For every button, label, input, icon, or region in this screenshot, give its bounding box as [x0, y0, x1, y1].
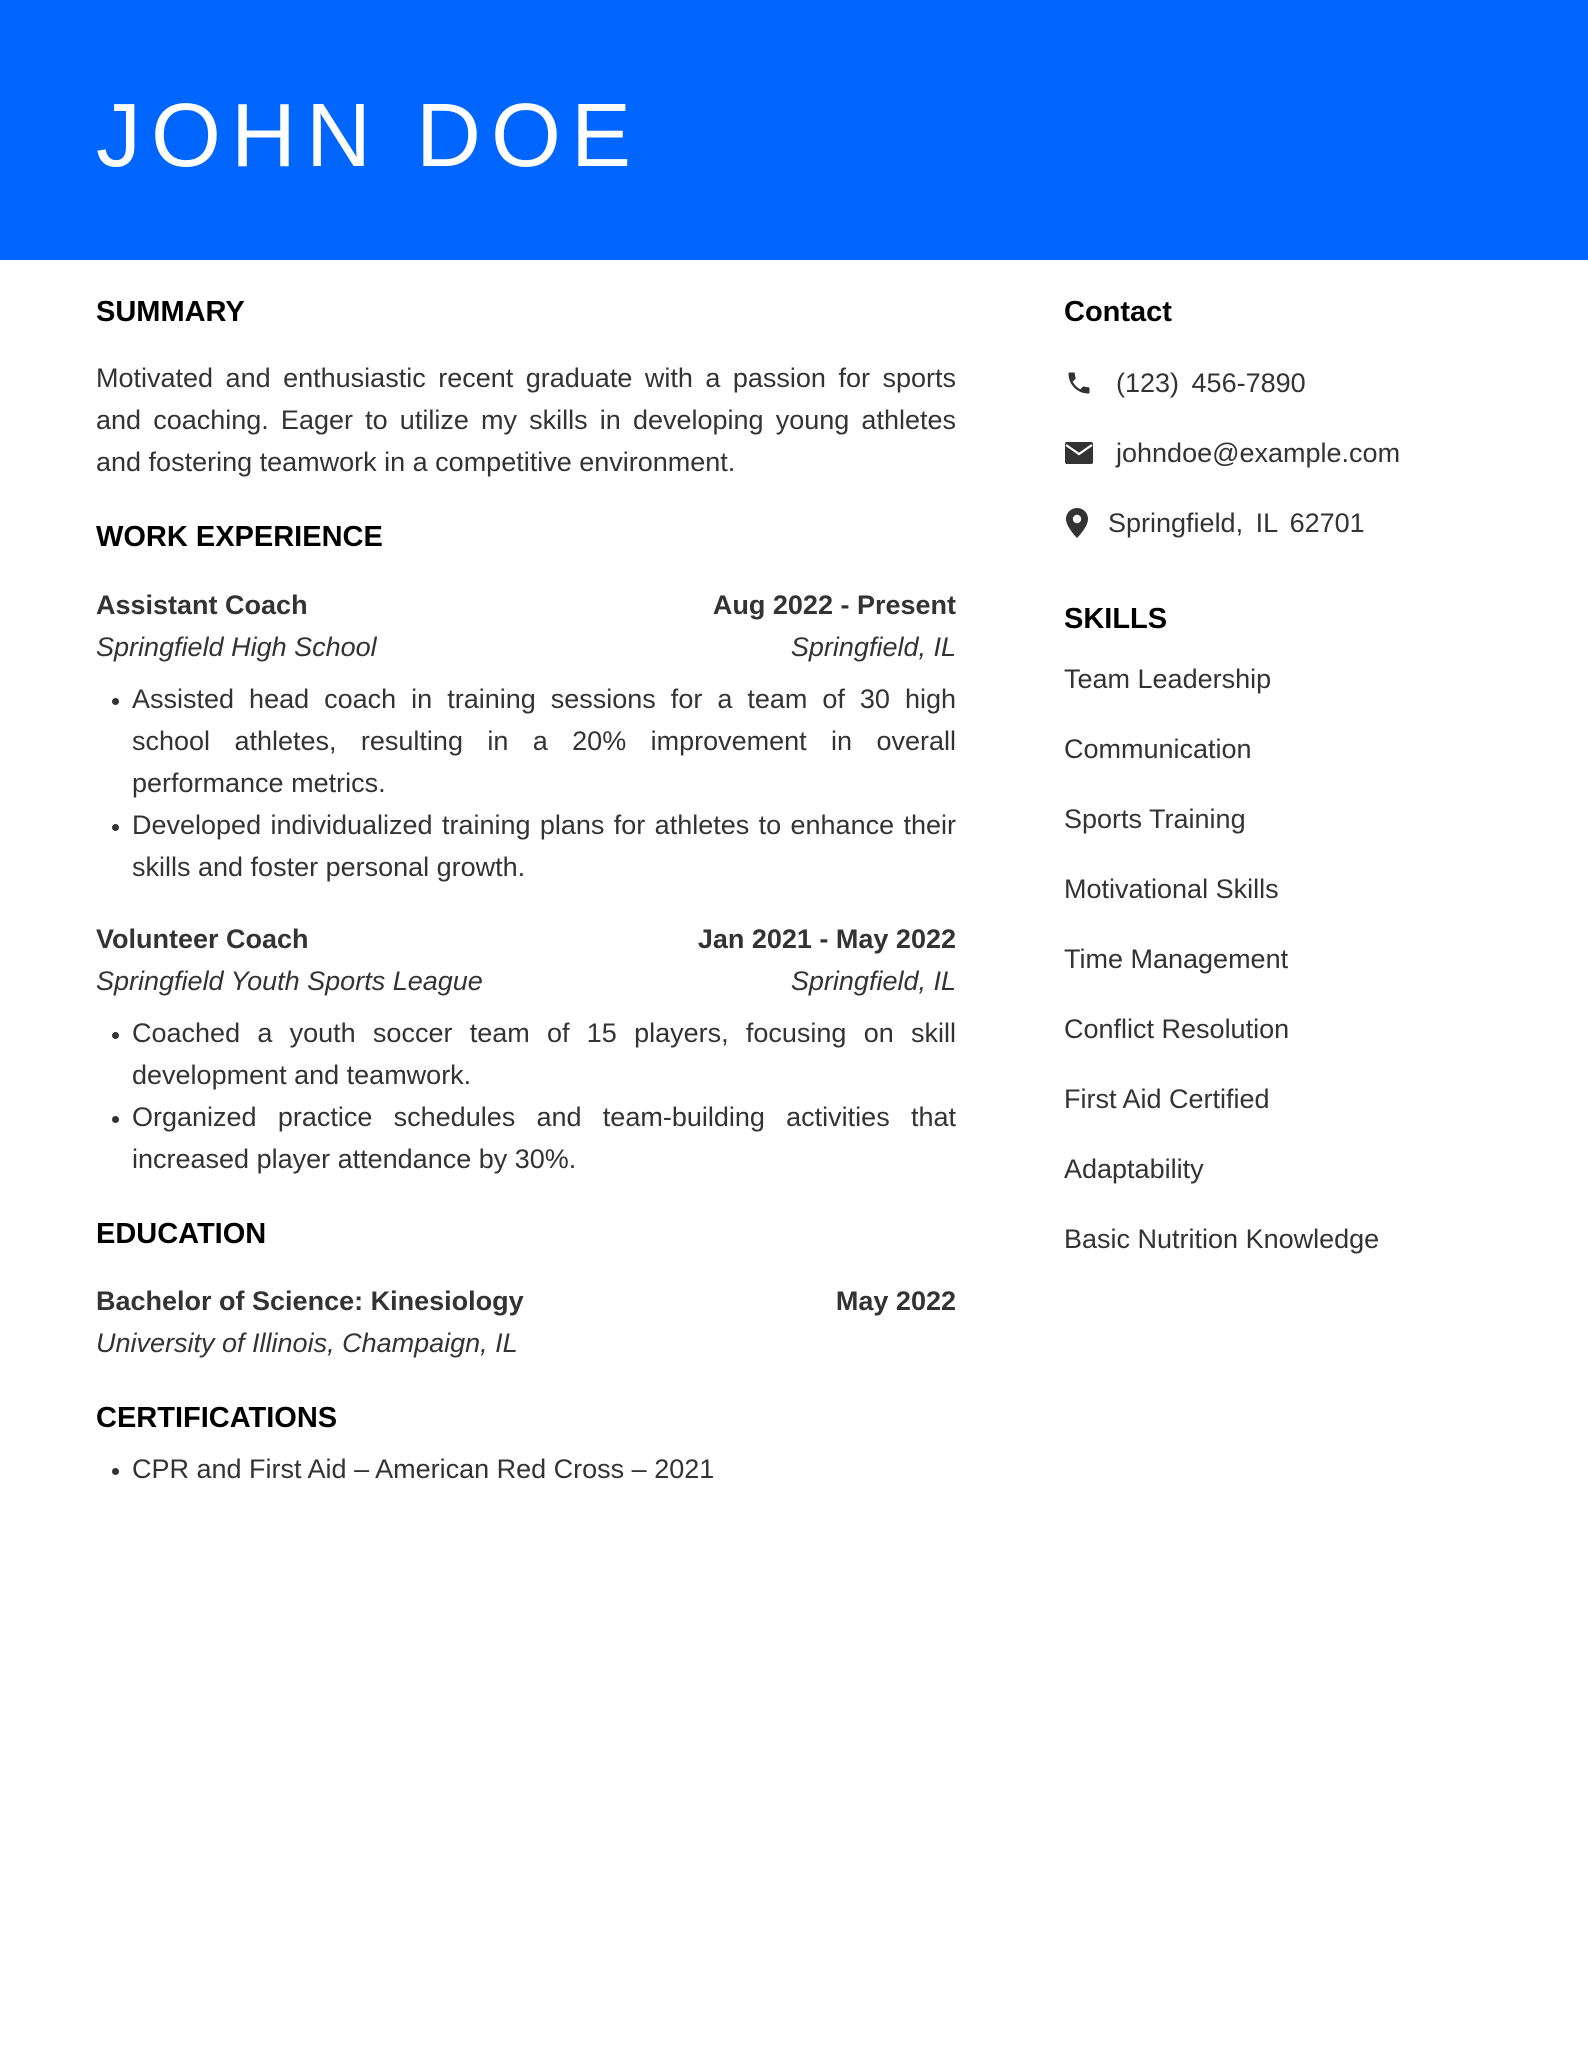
skill-item: Time Management	[1064, 944, 1289, 974]
job-bullets	[96, 1012, 956, 1180]
job-entry	[96, 584, 956, 888]
work-experience-title: WORK EXPERIENCE	[96, 521, 383, 553]
phone-number: (123) 456-7890	[1116, 367, 1306, 398]
job-bullet: • Coached a youth soccer team of 15 players, focusing on skill development and teamwork.	[132, 1012, 956, 1096]
certifications-title: CERTIFICATIONS	[96, 1402, 338, 1434]
skill-item: Basic Nutrition Knowledge	[1064, 1224, 1380, 1254]
summary-title: SUMMARY	[96, 296, 245, 328]
header-banner	[0, 0, 1588, 260]
skill-item: Communication	[1064, 734, 1252, 764]
job-organization: Springfield High School	[96, 632, 377, 662]
job-bullet: • Assisted head coach in training sessions for a team of 30 high school athletes, resulting in a 20% improvement in overall performance metrics.	[132, 678, 956, 804]
job-role: Assistant Coach	[96, 590, 308, 620]
skill-item: Sports Training	[1064, 804, 1246, 834]
education-entry	[96, 1280, 956, 1364]
email-address: johndoe@example.com	[1116, 437, 1401, 468]
summary-section	[96, 292, 956, 483]
map-pin-icon	[1064, 508, 1090, 538]
school: University of Illinois, Champaign, IL	[96, 1328, 518, 1358]
location-text: Springfield, IL 62701	[1108, 507, 1365, 538]
job-dates: Jan 2021 - May 2022	[697, 924, 956, 954]
skill-item: Motivational Skills	[1064, 874, 1279, 904]
certifications-section	[96, 1398, 956, 1490]
certifications-list	[96, 1448, 956, 1490]
skill-item: Adaptability	[1064, 1154, 1204, 1184]
skill-item: Conflict Resolution	[1064, 1014, 1290, 1044]
degree: Bachelor of Science: Kinesiology	[96, 1286, 524, 1316]
job-entry	[96, 918, 956, 1180]
job-dates: Aug 2022 - Present	[712, 590, 956, 620]
job-location: Springfield, IL	[790, 966, 956, 996]
contact-email	[1064, 435, 1504, 471]
main-column	[96, 292, 956, 1490]
graduation-date: May 2022	[835, 1286, 956, 1316]
phone-icon	[1064, 368, 1094, 398]
job-role: Volunteer Coach	[96, 924, 309, 954]
job-location: Springfield, IL	[790, 632, 956, 662]
contact-location	[1064, 505, 1504, 541]
person-name: JOHN DOE	[96, 86, 642, 186]
certification-item: • CPR and First Aid – American Red Cross – 2021	[132, 1448, 956, 1490]
skill-item: Team Leadership	[1064, 664, 1272, 694]
sidebar-column	[1064, 292, 1504, 1291]
envelope-icon	[1064, 438, 1094, 468]
contact-list	[1064, 365, 1504, 541]
summary-text: Motivated and enthusiastic recent graduate with a passion for sports and coaching. Eager to utilize my skills in developing young athletes and fostering teamwork in a competitive environment.	[96, 363, 956, 477]
job-bullet: • Organized practice schedules and team-building activities that increased player attendance by 30%.	[132, 1096, 956, 1180]
education-title: EDUCATION	[96, 1218, 267, 1250]
job-bullet: • Developed individualized training plans for athletes to enhance their skills and foster personal growth.	[132, 804, 956, 888]
job-organization: Springfield Youth Sports League	[96, 966, 483, 996]
contact-title: Contact	[1064, 296, 1172, 328]
job-bullets	[96, 678, 956, 888]
skills-list	[1064, 661, 1504, 1257]
contact-phone	[1064, 365, 1504, 401]
education-section	[96, 1214, 956, 1364]
skill-item: First Aid Certified	[1064, 1084, 1270, 1114]
work-experience-section	[96, 517, 956, 1180]
skills-title: SKILLS	[1064, 603, 1168, 635]
